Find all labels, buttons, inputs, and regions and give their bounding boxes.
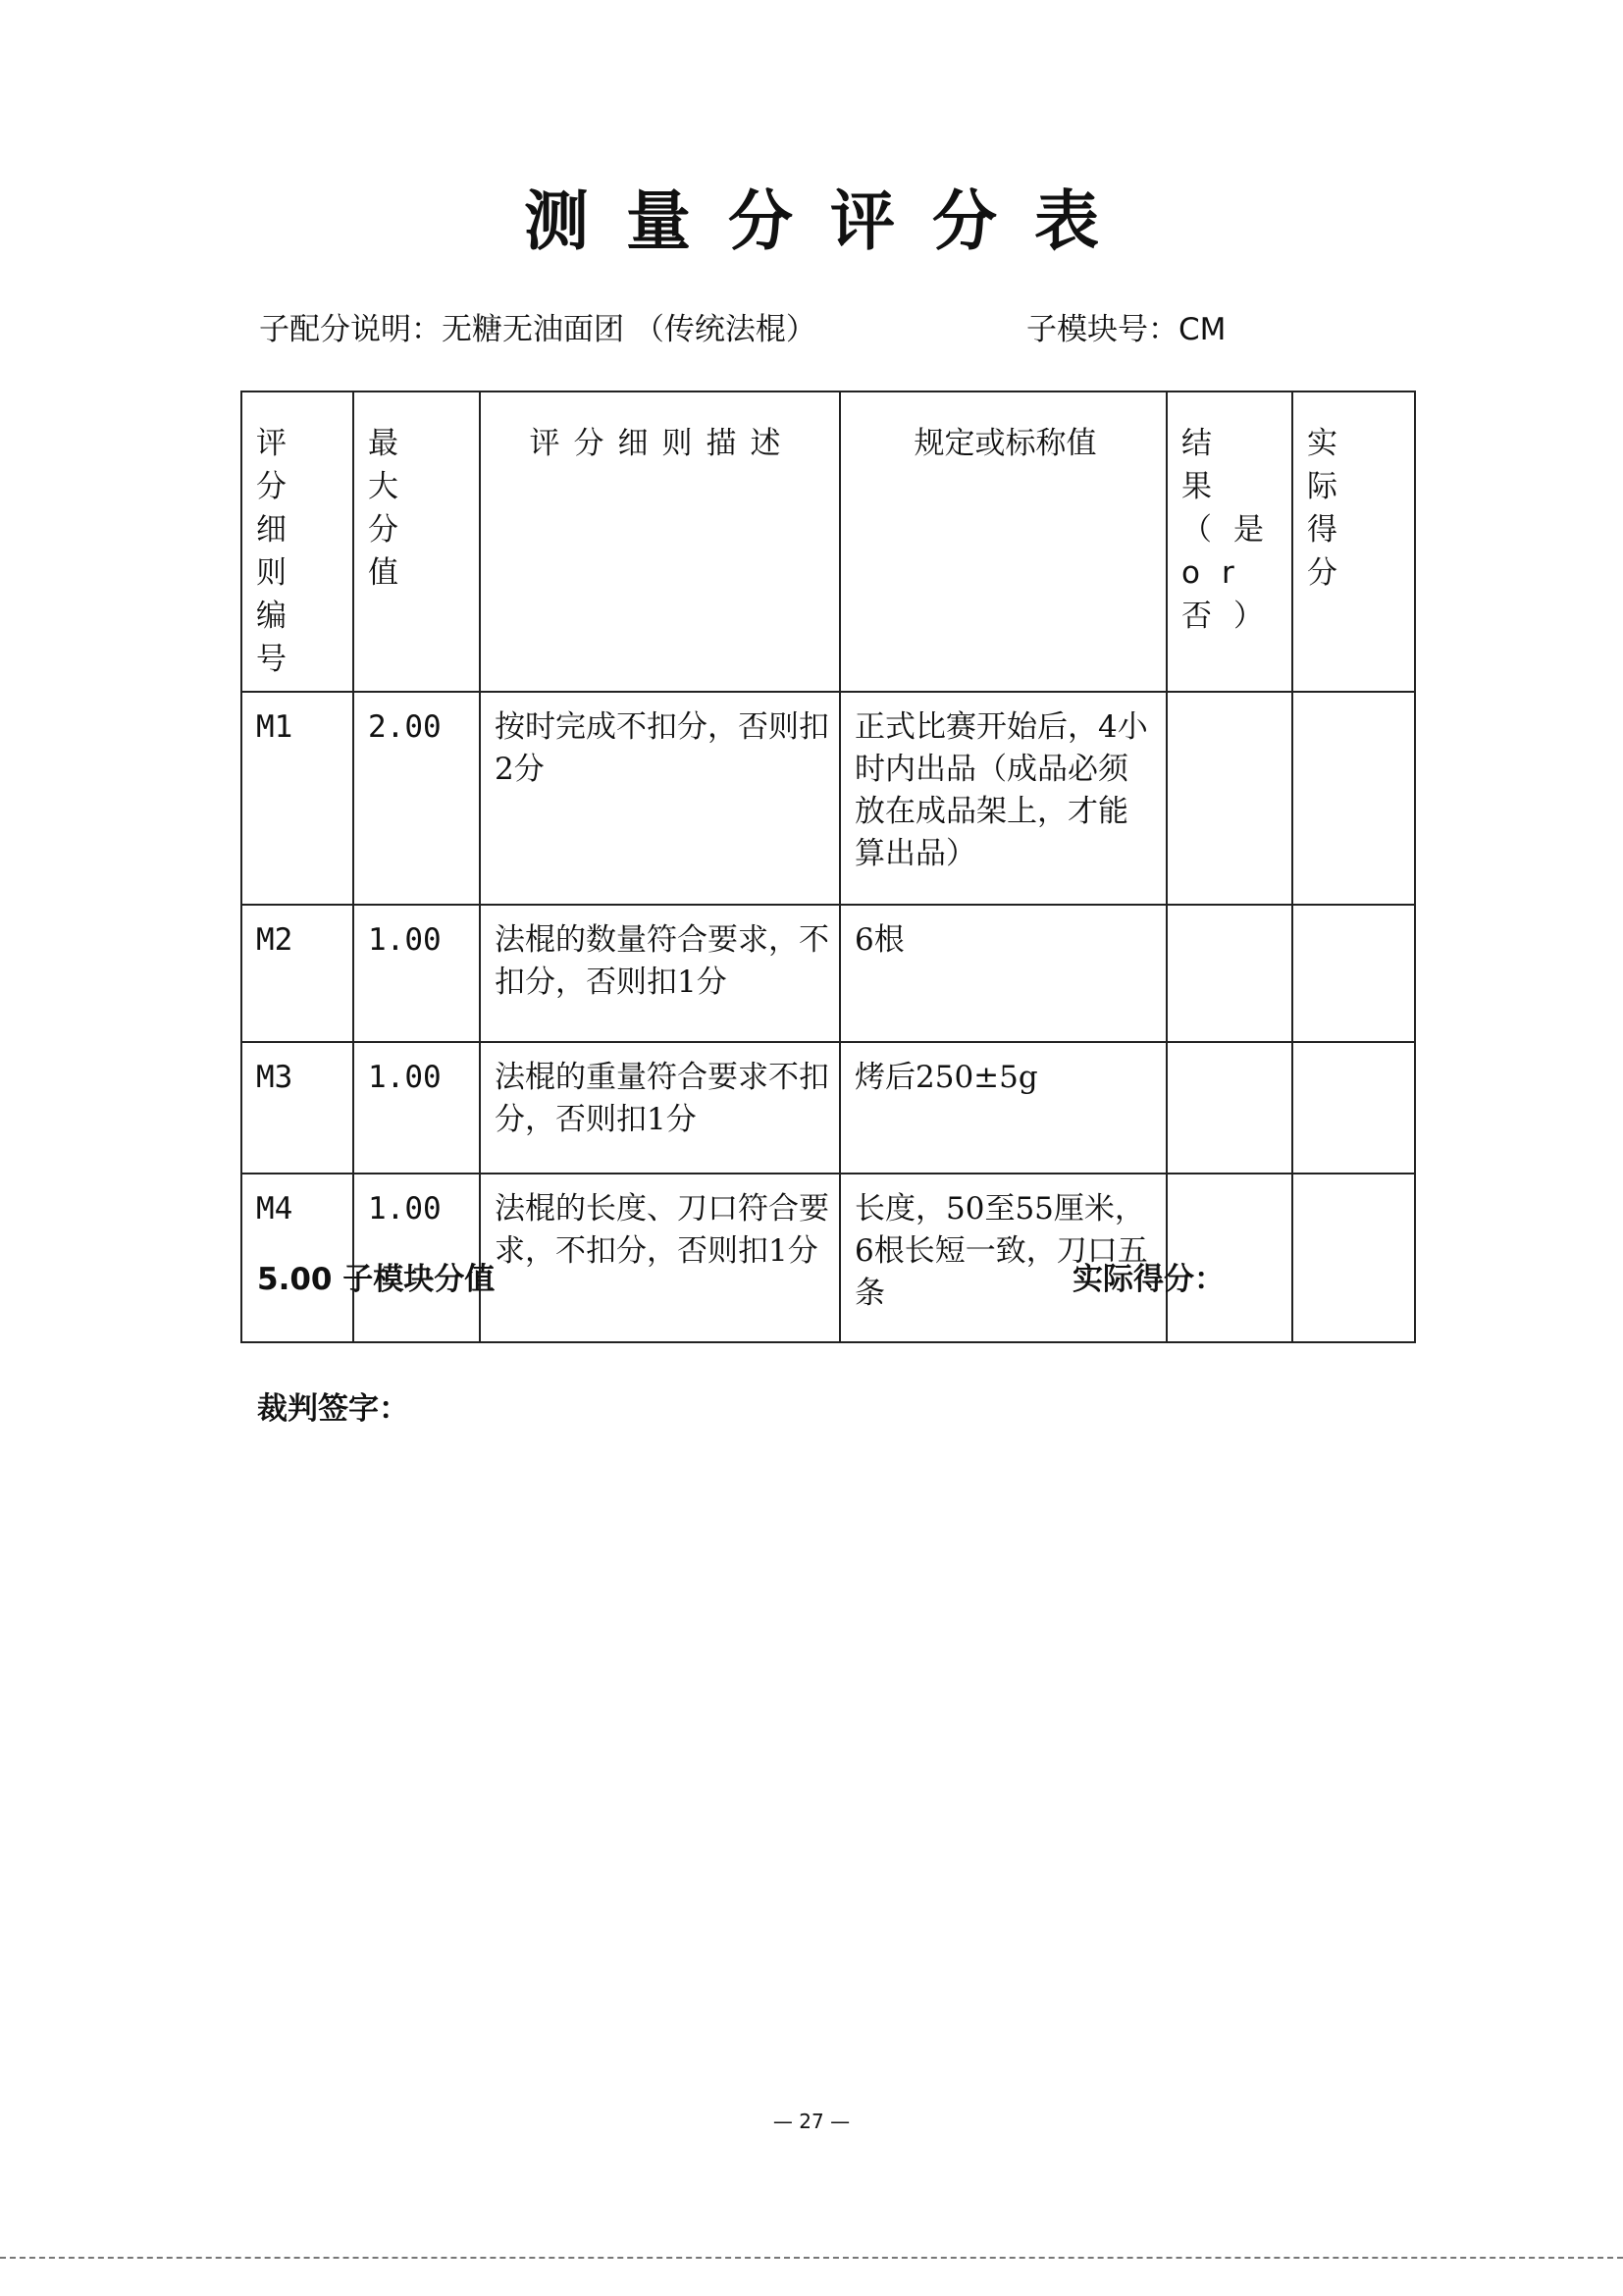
header-actual-score: 实际得分 [1292,391,1415,692]
max-score-cell: 2.00 [353,692,480,905]
submodule-number: 子模块号：CM [1026,312,1227,347]
description-cell: 法棍的数量符合要求，不扣分，否则扣1分 [480,905,840,1042]
rule-id-cell: M3 [241,1042,353,1174]
max-score-cell: 1.00 [353,1042,480,1174]
sub-allocation-description: 子配分说明：无糖无油面团 （传统法棍） [259,312,816,347]
actual-score-cell[interactable] [1292,692,1415,905]
standard-cell: 烤后250±5g [840,1042,1167,1174]
result-cell[interactable] [1167,1174,1292,1342]
standard-cell: 6根 [840,905,1167,1042]
header-rule-description: 评分细则描述 [480,391,840,692]
page-title: 测量分评分表 [524,183,1136,259]
bottom-divider [0,2257,1623,2259]
header-result: 结果（是or否） [1167,391,1292,692]
table-row [241,692,1415,905]
header-rule-number: 评分细则编号 [241,391,353,692]
rule-id-cell: M1 [241,692,353,905]
description-cell: 法棍的重量符合要求不扣分，否则扣1分 [480,1042,840,1174]
rule-id-cell: M4 [241,1174,353,1342]
standard-cell: 正式比赛开始后，4小时内出品（成品必须放在成品架上，才能算出品） [840,692,1167,905]
header-max-score: 最大分值 [353,391,480,692]
result-cell[interactable] [1167,692,1292,905]
judge-signature-label: 裁判签字： [257,1391,409,1427]
description-cell: 法棍的长度、刀口符合要求，不扣分，否则扣1分 [480,1174,840,1342]
max-score-cell: 1.00 [353,1174,480,1342]
header-standard-value: 规定或标称值 [840,391,1167,692]
max-score-cell: 1.00 [353,905,480,1042]
result-cell[interactable] [1167,1042,1292,1174]
actual-score-cell[interactable] [1292,1042,1415,1174]
result-cell[interactable] [1167,905,1292,1042]
table-header-row [241,391,1415,692]
actual-score-cell[interactable] [1292,1174,1415,1342]
scoring-table [240,391,1416,1343]
page-number: — 27 — [772,2110,851,2133]
rule-id-cell: M2 [241,905,353,1042]
description-cell: 按时完成不扣分，否则扣2分 [480,692,840,905]
table-row [241,1042,1415,1174]
table-row [241,1174,1415,1342]
table-row [241,905,1415,1042]
actual-score-cell[interactable] [1292,905,1415,1042]
submodule-value: 5.00 子模块分值 [257,1262,496,1297]
actual-score-label: 实际得分： [1073,1262,1225,1297]
standard-cell: 长度，50至55厘米，6根长短一致，刀口五条 [840,1174,1167,1342]
